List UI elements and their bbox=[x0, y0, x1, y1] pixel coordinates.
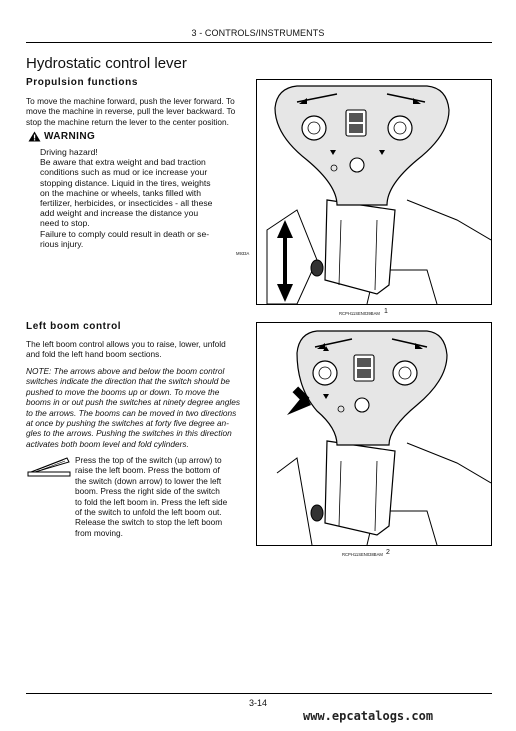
figure-1-code: RCPH11SEN039BAM bbox=[339, 311, 380, 316]
warning-line: need to stop. bbox=[40, 218, 90, 229]
left-boom-intro-line: and fold the left hand boom sections. bbox=[26, 349, 162, 360]
warning-line: add weight and increase the distance you bbox=[40, 208, 199, 219]
note-line: NOTE: The arrows above and below the boom control bbox=[26, 366, 225, 376]
instruction-line: raise the left boom. Press the bottom of bbox=[75, 465, 220, 476]
header-rule bbox=[26, 42, 492, 43]
page-title: Hydrostatic control lever bbox=[26, 55, 187, 72]
warning-line: on the machine or wheels, tanks filled with bbox=[40, 187, 201, 198]
footer-rule bbox=[26, 693, 492, 694]
left-boom-intro bbox=[26, 339, 252, 360]
propulsion-text bbox=[26, 96, 252, 127]
lever-left-boom-illustration bbox=[257, 323, 491, 545]
warning-line: conditions such as mud or ice increase your bbox=[40, 167, 208, 178]
warning-line: rious injury. bbox=[40, 238, 84, 249]
left-boom-intro-line: The left boom control allows you to raise, lower, unfold bbox=[26, 339, 226, 349]
warning-line: Be aware that extra weight and bad traction bbox=[40, 157, 206, 168]
boom-raise-symbol-icon bbox=[27, 455, 71, 477]
propulsion-line: stop the machine return the lever to the center position. bbox=[26, 116, 229, 127]
warning-line: stopping distance. Liquid in the tires, weights bbox=[40, 177, 211, 188]
instruction-line: Release the switch to stop the left boom bbox=[75, 517, 223, 528]
propulsion-line: To move the machine forward, push the lever forward. To bbox=[26, 96, 235, 106]
instruction-line: from moving. bbox=[75, 527, 123, 538]
instruction-line: to fold the left boom in. Press the left side bbox=[75, 496, 228, 507]
propulsion-line: move the machine in reverse, pull the lever backward. To bbox=[26, 106, 236, 117]
page-number: 3-14 bbox=[248, 698, 267, 708]
section-header: 3 - CONTROLS/INSTRUMENTS bbox=[191, 28, 325, 38]
note-line: gles to the arrows. Pushing the switches in this direction bbox=[26, 428, 232, 439]
watermark: www.epcatalogs.com bbox=[303, 709, 434, 723]
lever-propulsion-illustration bbox=[257, 80, 491, 304]
instruction-line: boom. Press the right side of the switch bbox=[75, 486, 220, 497]
warning-code: M933A bbox=[236, 251, 250, 256]
figure-2 bbox=[256, 322, 492, 546]
figure-2-number: 2 bbox=[386, 549, 390, 556]
instruction-line: the switch (down arrow) to lower the left bbox=[75, 475, 222, 486]
note-line: activates both boom level and fold cylinders. bbox=[26, 438, 189, 449]
figure-2-code: RCPH11SEN038BAM bbox=[342, 552, 383, 557]
note-line: to the arrows. The booms can be moved in two directions bbox=[26, 407, 237, 418]
warning-triangle-icon bbox=[28, 131, 41, 142]
warning-title: WARNING bbox=[44, 131, 96, 142]
warning-line: Driving hazard! bbox=[40, 147, 98, 157]
instruction-line: Press the top of the switch (up arrow) to bbox=[75, 455, 222, 465]
propulsion-heading: Propulsion functions bbox=[26, 77, 138, 88]
figure-1-number: 1 bbox=[384, 308, 388, 315]
figure-1 bbox=[256, 79, 492, 305]
instruction-line: of the switch to unfold the left boom out. bbox=[75, 507, 222, 518]
left-boom-instructions bbox=[75, 455, 255, 538]
left-boom-heading: Left boom control bbox=[26, 321, 122, 332]
warning-heading bbox=[28, 131, 95, 142]
warning-text bbox=[40, 147, 252, 249]
note-line: booms in or out push the switches at ninety degree angles bbox=[26, 397, 241, 408]
warning-line: fertilizer, herbicides, or insecticides - all these bbox=[40, 198, 213, 209]
forward-backward-arrow-icon bbox=[277, 220, 293, 302]
note-line: pushed to move the booms up or down. To move the bbox=[26, 386, 220, 397]
warning-line: Failure to comply could result in death or se- bbox=[40, 228, 210, 239]
note-line: switches indicate the direction that the switch should be bbox=[26, 376, 230, 387]
left-boom-note bbox=[26, 366, 254, 449]
note-line: at once by pushing the switches at forty five degree an- bbox=[26, 418, 229, 429]
